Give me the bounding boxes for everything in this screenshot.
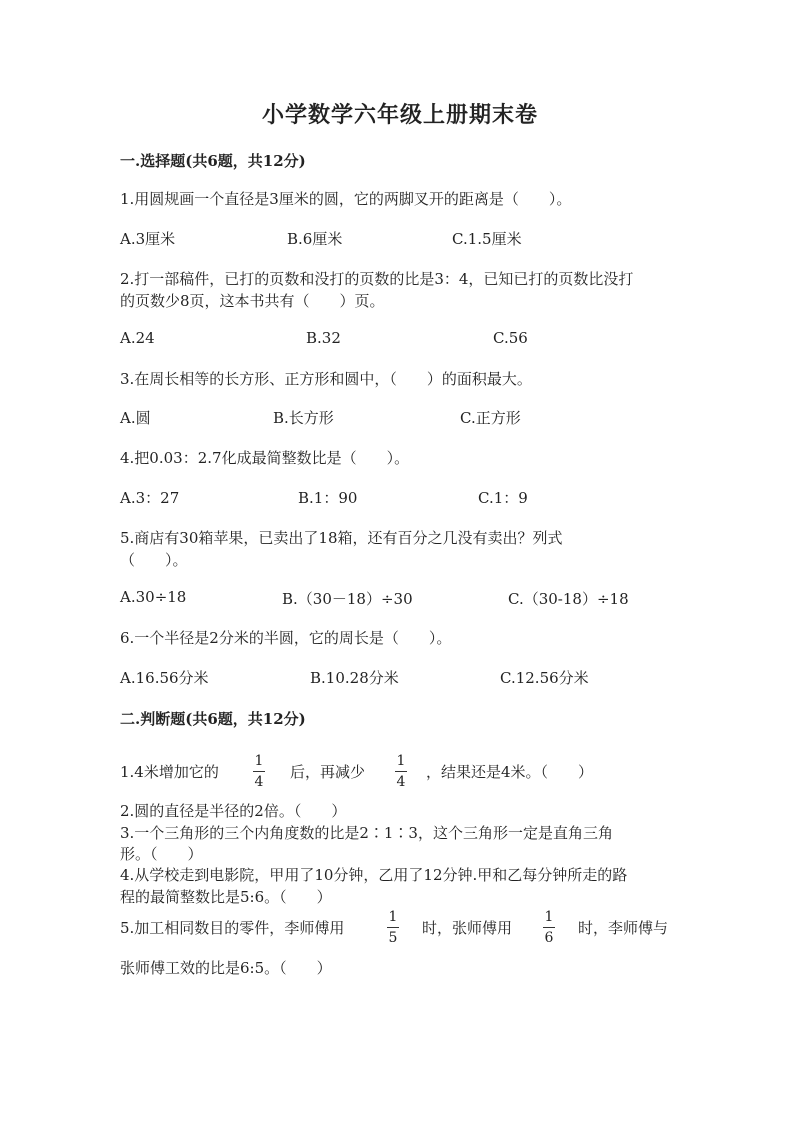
- judge-5-part1: 5.加工相同数目的零件，李师傅用: [120, 919, 345, 937]
- fraction-bar: [543, 927, 555, 928]
- question-2-option-a: A.24: [120, 329, 155, 347]
- judge-1-part2: 后，再减少: [290, 763, 366, 781]
- question-6-option-b: B.10.28分米: [310, 669, 399, 687]
- question-1-option-b: B.6厘米: [287, 230, 343, 248]
- question-4-option-b: B.1：90: [298, 489, 358, 507]
- section-heading-choice: 一.选择题(共6题，共12分): [120, 152, 306, 170]
- question-5-option-a: A.30÷18: [120, 588, 187, 606]
- fraction-denominator: 4: [396, 774, 406, 790]
- judge-1-fraction-2: [395, 753, 407, 790]
- question-2-stem-line2: 的页数少8页，这本书共有（ ）页。: [120, 292, 385, 310]
- question-3-stem: 3.在周长相等的长方形、正方形和圆中，（ ）的面积最大。: [120, 370, 532, 388]
- question-5-option-b: B.（30－18）÷30: [282, 590, 413, 608]
- section-heading-judge: 二.判断题(共6题，共12分): [120, 710, 306, 728]
- judge-3-line2: 形。（ ）: [120, 845, 203, 863]
- fraction-numerator: 1: [388, 909, 398, 925]
- fraction-denominator: 5: [388, 930, 398, 946]
- question-4-option-c: C.1：9: [478, 489, 528, 507]
- question-2-option-b: B.32: [306, 329, 341, 347]
- question-6-option-c: C.12.56分米: [500, 669, 589, 687]
- fraction-bar: [395, 771, 407, 772]
- question-5-option-c: C.（30-18）÷18: [508, 590, 629, 608]
- judge-5-fraction-1: [387, 909, 399, 946]
- question-4-option-a: A.3：27: [120, 489, 180, 507]
- fraction-numerator: 1: [396, 753, 406, 769]
- question-1-option-c: C.1.5厘米: [452, 230, 522, 248]
- question-1-stem: 1.用圆规画一个直径是3厘米的圆，它的两脚叉开的距离是（ ）。: [120, 190, 572, 208]
- fraction-bar: [253, 771, 265, 772]
- page-title: 小学数学六年级上册期末卷: [261, 102, 538, 128]
- question-3-option-a: A.圆: [120, 409, 151, 427]
- fraction-denominator: 4: [254, 774, 264, 790]
- question-4-stem: 4.把0.03：2.7化成最简整数比是（ ）。: [120, 449, 410, 467]
- fraction-numerator: 1: [544, 909, 554, 925]
- judge-1-part3: ，结果还是4米。（ ）: [426, 763, 594, 781]
- question-6-stem: 6.一个半径是2分米的半圆，它的周长是（ ）。: [120, 629, 452, 647]
- judge-5-part2: 时，张师傅用: [422, 919, 513, 937]
- fraction-bar: [387, 927, 399, 928]
- question-5-stem-line2: （ ）。: [120, 551, 188, 569]
- judge-3-line1: 3.一个三角形的三个内角度数的比是2∶1∶3，这个三角形一定是直角三角: [120, 824, 613, 842]
- question-3-option-c: C.正方形: [460, 409, 521, 427]
- judge-5-line2: 张师傅工效的比是6:5。（ ）: [120, 959, 332, 977]
- judge-1-fraction-1: [253, 753, 265, 790]
- question-2-stem-line1: 2.打一部稿件，已打的页数和没打的页数的比是3：4，已知已打的页数比没打: [120, 270, 634, 288]
- question-5-stem-line1: 5.商店有30箱苹果，已卖出了18箱，还有百分之几没有卖出？列式: [120, 529, 563, 547]
- judge-2: 2.圆的直径是半径的2倍。（ ）: [120, 802, 347, 820]
- question-1-option-a: A.3厘米: [120, 230, 176, 248]
- question-2-option-c: C.56: [493, 329, 528, 347]
- fraction-denominator: 6: [544, 930, 554, 946]
- judge-4-line1: 4.从学校走到电影院，甲用了10分钟，乙用了12分钟.甲和乙每分钟所走的路: [120, 866, 628, 884]
- judge-4-line2: 程的最简整数比是5:6。（ ）: [120, 888, 332, 906]
- question-6-option-a: A.16.56分米: [120, 669, 209, 687]
- fraction-numerator: 1: [254, 753, 264, 769]
- judge-5-part3: 时，李师傅与: [578, 919, 669, 937]
- judge-5-fraction-2: [543, 909, 555, 946]
- question-3-option-b: B.长方形: [273, 409, 334, 427]
- judge-1-part1: 1.4米增加它的: [120, 763, 219, 781]
